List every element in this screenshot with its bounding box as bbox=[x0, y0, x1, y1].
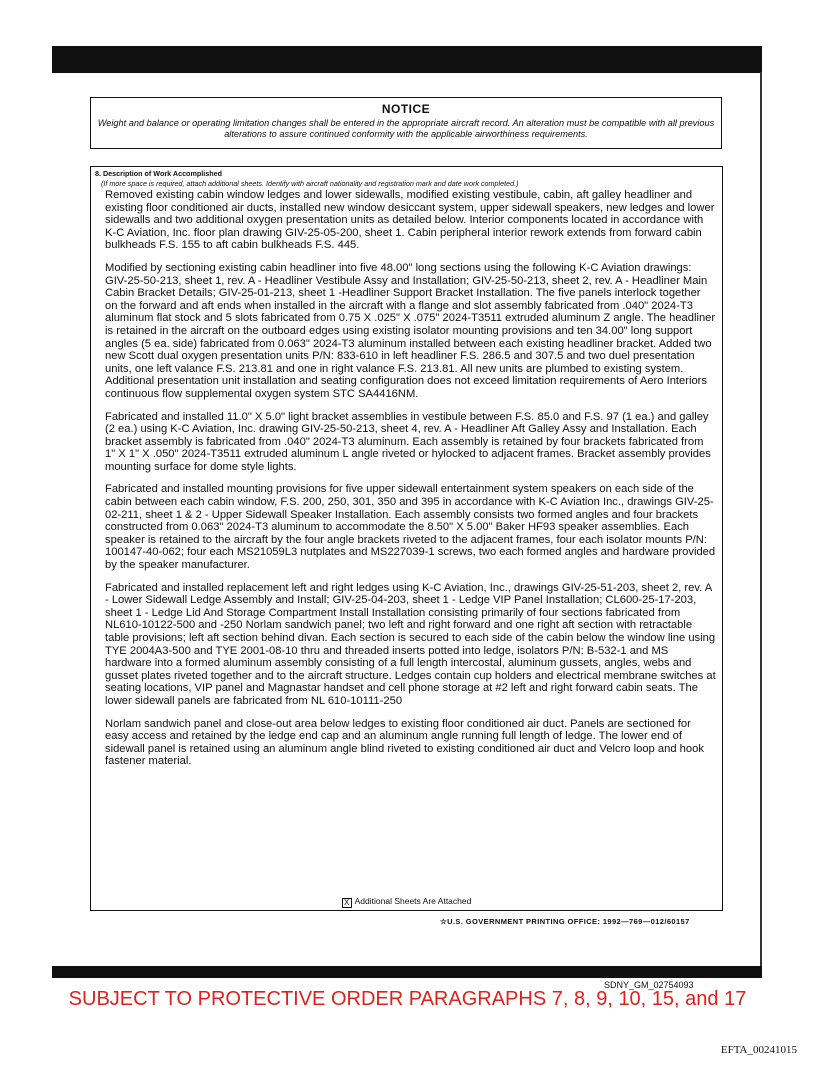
notice-title: NOTICE bbox=[381, 102, 431, 116]
work-section-label: 8. Description of Work Accomplished bbox=[95, 169, 223, 178]
additional-sheets-label: Additional Sheets Are Attached bbox=[354, 896, 472, 906]
work-paragraph: Removed existing cabin window ledges and lower sidewalls, modified existing vestibule, cabin, aft galley headliner and existing floor conditioned air ducts, installed new window desiccant system, upper sidewall speakers, new ledges and lower sidewalls and two additional oxygen presentation units as detailed below. Interior components located in accordance with K-C Aviation, Inc. floor plan drawing GIV-25-05-200, sheet 1. Cabin peripheral interior rework extends from forward cabin bulkheads F.S. 155 to aft cabin bulkheads F.S. 445. bbox=[105, 189, 715, 252]
additional-sheets-row bbox=[91, 896, 722, 908]
work-paragraph: Modified by sectioning existing cabin headliner into five 48.00" long sections using the following K-C Aviation drawings: GIV-25-50-213, sheet 1, rev. A - Headliner Vestibule Assy and Installation; GIV-25-50-213, sheet 2, rev. A - Headliner Main Cabin Bracket Details; GIV-25-01-213, sheet 1 -Headliner Support Bracket Installation. The five panels interlock together on the forward and aft ends when installed in the aircraft with a flange and slot assembly fabricated from .040" 2024-T3 aluminum flat stock and 5 slots fabricated from 0.75 X .025" X .075" 2024-T3511 extruded aluminum Z angle. The headliner is retained in the aircraft on the outboard edges using existing isolator mounting provisions and ten 34.00" long support angles (5 ea. side) fabricated from 0.063" 2024-T3 aluminum installed between each existing headliner bracket. Added two new Scott dual oxygen presentation units P/N: 833-610 in left headliner F.S. 286.5 and 307.5 and two duel presentation units, one left valance F.S. 213.81 and one in right valance F.S. 213.81. All new units are plumbed to existing system. Additional presentation unit installation and seating configuration does not exceed limitation requirements of Aero Interiors continuous flow supplemental oxygen system STC SA4416NM. bbox=[105, 261, 716, 400]
work-paragraph: Fabricated and installed mounting provisions for five upper sidewall entertainment system speakers on each side of the cabin between each cabin window, F.S. 200, 250, 301, 350 and 395 in accordance with K-C Aviation Inc., drawings GIV-25-02-211, sheet 1 & 2 - Upper Sidewall Speaker Installation. Each assembly consists two formed angles and four brackets constructed from 0.063" 2024-T3 aluminum to accommodate the 8.50" X 5.00" Baker HF93 speaker assemblies. Each speaker is retained to the aircraft by the four angle brackets riveted to the adjacent frames, four each isolator mounts P/N: 100147-40-062; four each MS21059L3 nutplates and MS227039-1 screws, two each formed angles and hardware provided by the speaker manufacturer. bbox=[105, 483, 716, 572]
work-paragraph: Fabricated and installed 11.0" X 5.0" light bracket assemblies in vestibule between F.S. 85.0 and F.S. 97 (1 ea.) and galley (2 ea.) using K-C Aviation, Inc. drawing GIV-25-50-213, sheet 4, rev. A - Headliner Aft Galley Assy and Installation. Each bracket assembly is fabricated from .040" 2024-T3 aluminum. Each assembly is retained by four brackets fabricated from 1" X 1" X .050" 2024-T3511 extruded aluminum L angle riveted or hylocked to adjacent frames. Bracket assembly provides mounting surface for dome style lights. bbox=[105, 410, 711, 473]
notice-box bbox=[90, 97, 722, 149]
scan-bottom-bar bbox=[52, 966, 762, 978]
work-content bbox=[105, 189, 716, 768]
gpo-line: ☆U.S. GOVERNMENT PRINTING OFFICE: 1992—769—012/60157 bbox=[440, 917, 690, 926]
additional-sheets-checkbox[interactable]: X bbox=[342, 898, 352, 908]
efta-id: EFTA_00241015 bbox=[720, 1044, 797, 1056]
document-id: SDNY_GM_02754093 bbox=[604, 980, 694, 990]
work-paragraph: Fabricated and installed replacement left and right ledges using K-C Aviation, Inc., drawings GIV-25-51-203, sheet 2, rev. A - Lower Sidewall Ledge Assembly and Install; GIV-25-04-203, sheet 1 - Ledge VIP Panel Installation; CL600-25-17-203, sheet 1 - Ledge Lid And Storage Compartment Install Installation consisting primarily of four sections fabricated from NL610-10122-500 and -250 Norlam sandwich panel; two left and right forward and one right aft section with retractable table provisions; left aft section behind divan. Each section is secured to each side of the cabin below the window line using TYE 2004A3-500 and TYE 2001-08-10 thru and threaded inserts potted into ledge, isolators P/N: B-532-1 and MS hardware into a formed aluminum assembly consisting of a full length intercostal, aluminum gussets, angles, webs and gusset plates riveted together and to the aircraft structure. Ledges contain cup holders and electrical membrane switches at seating locations, VIP panel and Magnastar handset and cell phone storage at #2 left and right forward cabin seats. The lower sidewall panels are fabricated from NL 610-10111-250 bbox=[105, 581, 716, 707]
protective-order-notice: SUBJECT TO PROTECTIVE ORDER PARAGRAPHS 7, 8, 9, 10, 15, and 17 bbox=[68, 988, 747, 1010]
page-edge-line bbox=[760, 72, 762, 967]
work-description-box bbox=[90, 166, 723, 911]
scan-top-bar bbox=[52, 46, 762, 73]
work-instructions: (If more space is required, attach additional sheets. Identify with aircraft nationality and registration mark and date work completed.) bbox=[101, 179, 519, 188]
work-paragraph: Norlam sandwich panel and close-out area below ledges to existing floor conditioned air duct. Panels are sectioned for easy access and retained by the ledge end cap and an aluminum angle running full length of ledge. The lower end of sidewall panel is retained using an aluminum angle blind riveted to existing conditioned air duct and Velcro loop and hook fastener material. bbox=[105, 717, 704, 768]
notice-body: Weight and balance or operating limitation changes shall be entered in the appropriate aircraft record. An alteration must be compatible with all previous alterations to assure continued conformity with the applicable airworthiness requirements. bbox=[97, 118, 715, 139]
